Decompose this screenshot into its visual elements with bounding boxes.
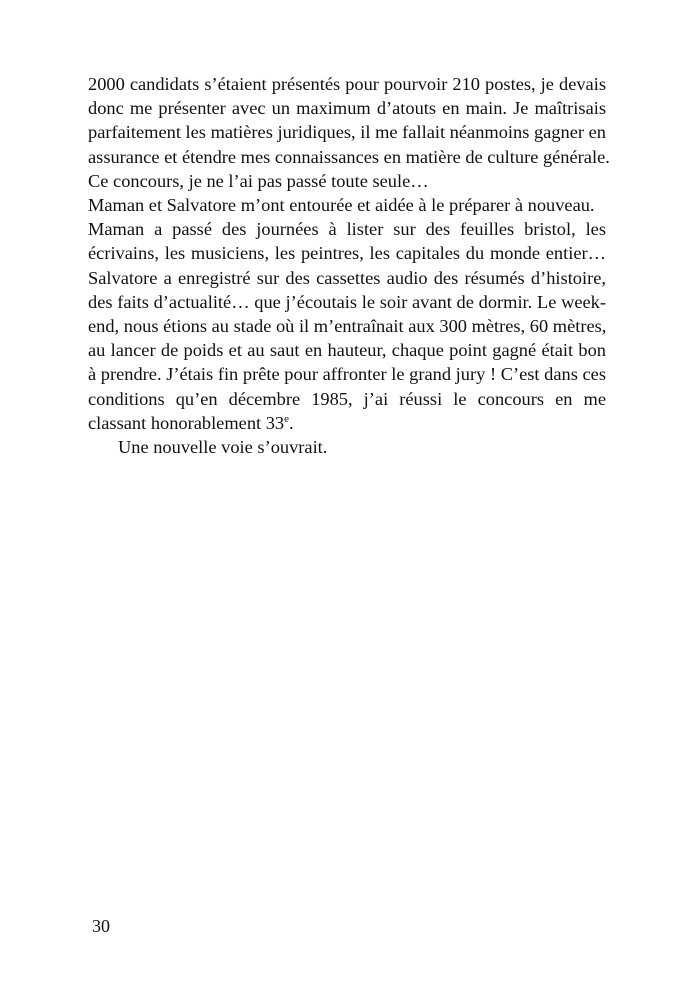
text-line: Salvatore a enregistré sur des cassettes audio des résumés d’histoire,	[88, 267, 606, 288]
text-line: Maman a passé des journées à lister sur des feuilles bristol, les	[88, 219, 606, 240]
text-line: Ce concours, je ne l’ai pas passé toute seule…	[88, 170, 429, 191]
text-line: Une nouvelle voie s’ouvrait.	[118, 437, 328, 458]
text-line-with-ordinal	[88, 411, 606, 435]
text-line: écrivains, les musiciens, les peintres, les capitales du monde entier…	[88, 243, 606, 264]
paragraph-3	[88, 217, 606, 435]
text-line: conditions qu’en décembre 1985, j’ai réussi le concours en me	[88, 388, 606, 409]
text-line: classant honorablement 33	[88, 412, 285, 433]
text-line: end, nous étions au stade où il m’entraînait aux 300 mètres, 60 mètres,	[88, 316, 607, 337]
text-line: au lancer de poids et au saut en hauteur, chaque point gagné était bon	[88, 340, 606, 361]
paragraph-4	[88, 435, 606, 459]
text-line: à prendre. J’étais fin prête pour affronter le grand jury ! C’est dans ces	[88, 364, 606, 385]
paragraph-1	[88, 72, 610, 193]
paragraph-2	[88, 193, 606, 217]
text-line: parfaitement les matières juridiques, il me fallait néanmoins gagner en	[88, 122, 606, 143]
page-number: 30	[92, 916, 110, 936]
sentence-end: .	[289, 412, 294, 433]
text-line: assurance et étendre mes connaissances en matière de culture générale.	[88, 146, 610, 167]
text-line: des faits d’actualité… que j’écoutais le soir avant de dormir. Le week-	[88, 291, 606, 312]
text-line: Maman et Salvatore m’ont entourée et aidée à le préparer à nouveau.	[88, 195, 595, 216]
text-line: 2000 candidats s’étaient présentés pour pourvoir 210 postes, je devais	[88, 74, 606, 94]
ordinal-superscript: e	[284, 412, 290, 425]
text-line: donc me présenter avec un maximum d’atouts en main. Je maîtrisais	[88, 98, 606, 119]
body-text	[88, 72, 610, 459]
